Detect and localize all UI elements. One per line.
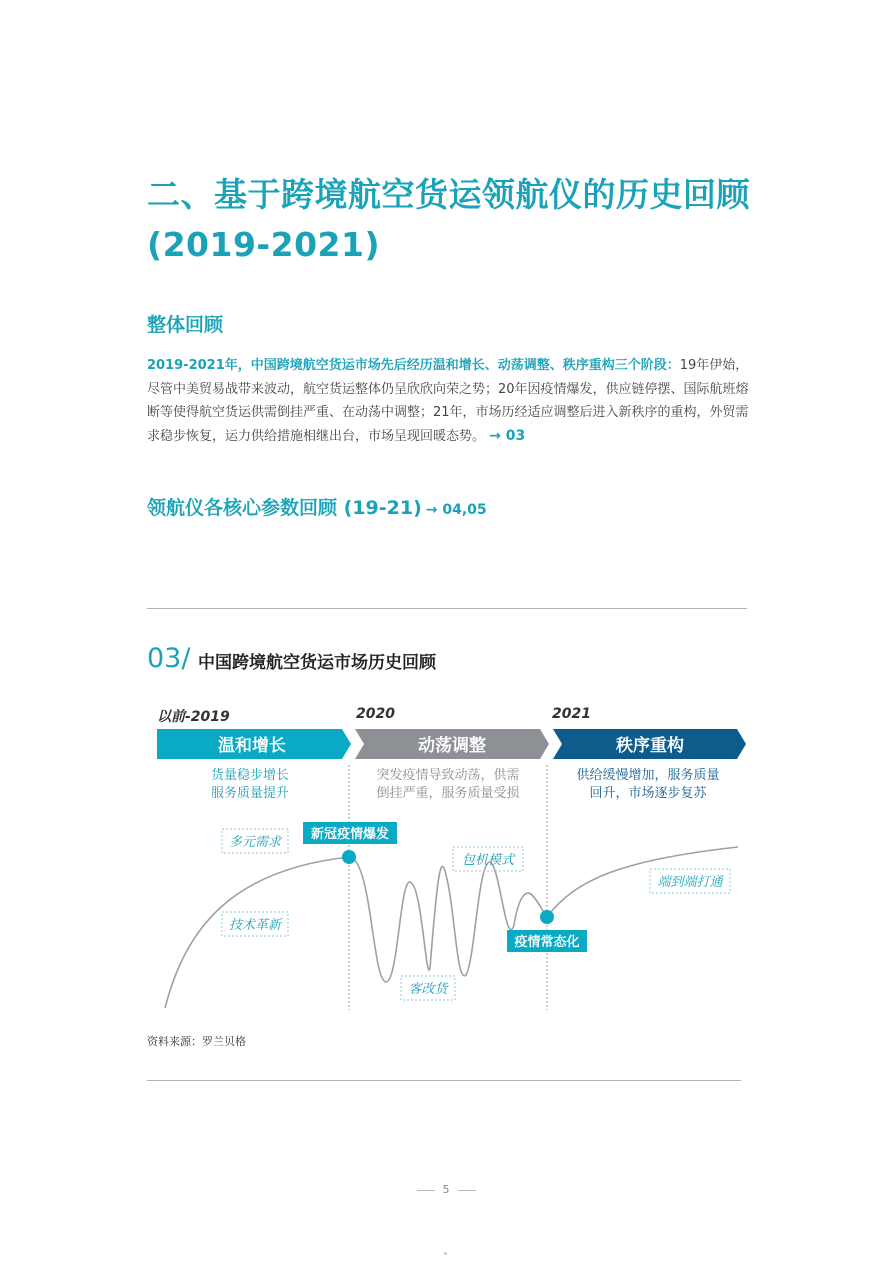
page-title-line2: (2019-2021)	[147, 225, 381, 264]
bottom-dot	[444, 1252, 447, 1255]
page-title-line1: 二、基于跨境航空货运领航仪的历史回顾	[147, 175, 750, 214]
phase2-label: 动荡调整	[418, 736, 486, 756]
figure-number: 03/	[147, 643, 191, 674]
page-number-dash-right	[458, 1190, 476, 1191]
tech-innovation-label: 技术革新	[228, 918, 282, 933]
overview-lead: 2019-2021年，中国跨境航空货运市场先后经历温和增长、动荡调整、秩序重构三个阶段：	[147, 358, 680, 373]
year-label-2021: 2021	[552, 706, 591, 722]
params-ref-link[interactable]: → 04,05	[425, 502, 487, 518]
covid-outbreak-marker	[342, 850, 356, 864]
phase3-label: 秩序重构	[616, 736, 684, 756]
phase3-desc-line1: 供给缓慢增加，服务质量	[576, 768, 720, 783]
phase1-label: 温和增长	[218, 736, 286, 756]
end-to-end-label: 端到端打通	[657, 875, 723, 890]
phase1-desc-line1: 货量稳步增长	[210, 768, 289, 783]
figure-title: 中国跨境航空货运市场历史回顾	[198, 653, 436, 673]
covid-outbreak-label: 新冠疫情爆发	[310, 827, 390, 842]
source-note: 资料来源：罗兰贝格	[147, 1035, 246, 1048]
params-title-text: 领航仪各核心参数回顾 (19-21)	[147, 497, 422, 519]
phase3-desc-line2: 回升，市场逐步复苏	[589, 786, 707, 801]
year-label-2020: 2020	[356, 706, 395, 722]
page-number-text: 5	[442, 1183, 450, 1196]
phase2-desc-line1: 突发疫情导致动荡，供需	[376, 768, 520, 783]
year-label-pre2019: 以前-2019	[157, 709, 230, 725]
overview-ref-link[interactable]: → 03	[489, 427, 526, 444]
page-number-dash-left	[417, 1190, 435, 1191]
pax-to-cargo-label: 客改货	[408, 982, 448, 997]
multi-demand-label: 多元需求	[228, 835, 282, 850]
normalization-marker	[540, 910, 554, 924]
overview-body: 19年伊始，尽管中美贸易战带来波动，航空货运整体仍呈欣欣向荣之势；20年因疫情爆发，供应链停摆、国际航班熔断等使得航空货运供需倒挂严重、在动荡中调整；21年，市场历经适应调整后进入新秩序的重构，外贸需求稳步恢复，运力供给措施相继出台，市场呈现回暖态势。	[147, 358, 749, 444]
charter-label: 包机模式	[461, 853, 515, 868]
overview-title: 整体回顾	[147, 314, 224, 336]
page-number	[0, 1183, 892, 1196]
normalization-label: 疫情常态化	[514, 935, 580, 950]
phase2-desc-line2: 倒挂严重，服务质量受损	[376, 786, 520, 801]
phase1-desc-line2: 服务质量提升	[210, 786, 289, 801]
